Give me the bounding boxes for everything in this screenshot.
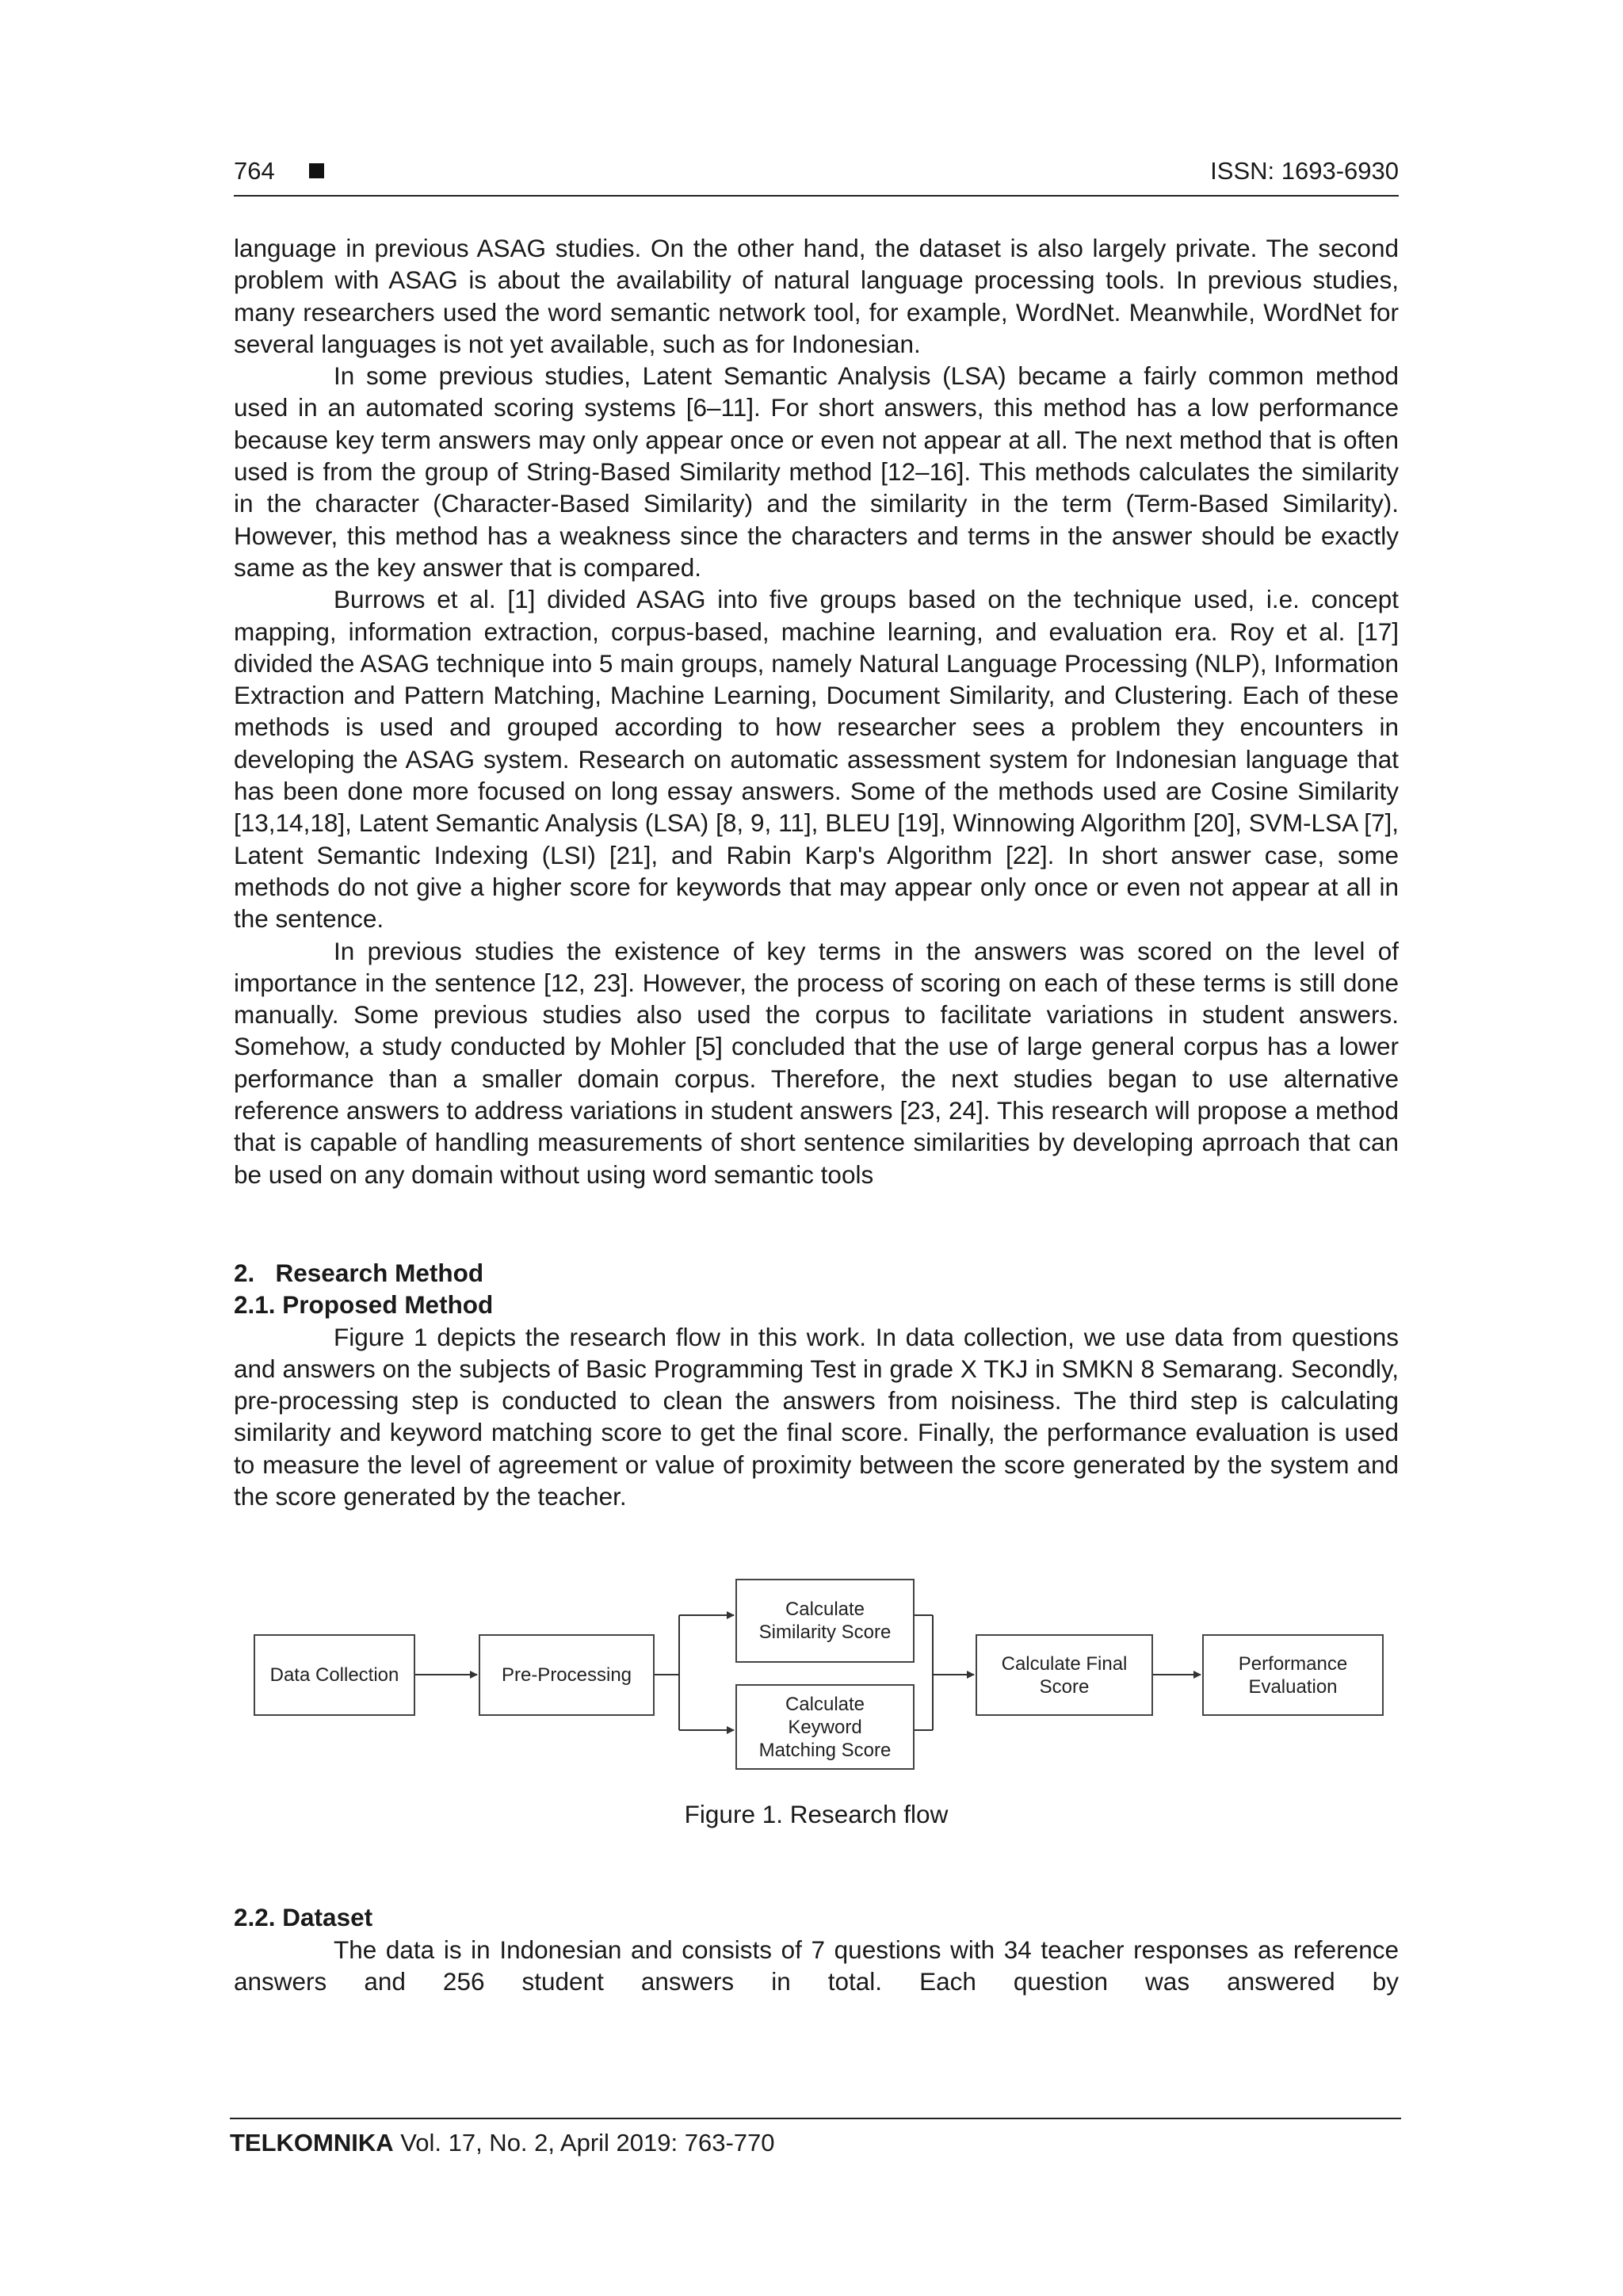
- section-2-2-heading: 2.2. Dataset: [234, 1903, 373, 1932]
- box-data-collection: Data Collection: [254, 1634, 415, 1716]
- paragraph-3: Burrows et al. [1] divided ASAG into five groups based on the technique used, i.e. concept mapping, information extraction, corpus-based, machine learning, and evaluation era. Roy et al. [17] divided the ASAG technique into 5 main groups, namely Natural Language Processing (NLP), Information Extraction and Pattern Matching, Machine Learning, Document Similarity, and Clustering. Each of these methods is used and grouped according to how researcher sees a problem they encounters in developing the ASAG system. Research on automatic assessment system for Indonesian language that has been done more focused on long essay answers. Some of the methods used are Cosine Similarity [13,14,18], Latent Semantic Analysis (LSA) [8, 9, 11], BLEU [19], Winnowing Algorithm [20], SVM-LSA [7], Latent Semantic Indexing (LSI) [21], and Rabin Karp's Algorithm [22]. In short answer case, some methods do not give a higher score for keywords that may appear only once or even not appear at all in the sentence.: [234, 585, 1399, 934]
- box-performance-evaluation: Performance Evaluation: [1202, 1634, 1384, 1716]
- box-pre-processing: Pre-Processing: [479, 1634, 655, 1716]
- box-keyword-matching: Calculate Keyword Matching Score: [735, 1684, 915, 1770]
- research-flow-figure: [234, 1568, 1399, 1778]
- paragraph-1: language in previous ASAG studies. On the other hand, the dataset is also largely private. The second problem with ASAG is about the availability of natural language processing tools. In previous studies, many researchers used the word semantic network tool, for example, WordNet. Meanwhile, WordNet for several languages is not yet available, such as for Indonesian.: [234, 234, 1399, 358]
- section-2-1-heading: 2.1. Proposed Method: [234, 1290, 494, 1320]
- paragraph-4: In previous studies the existence of key terms in the answers was scored on the level of importance in the sentence [12, 23]. However, the process of scoring on each of these terms is still done manually. Some previous studies also used the corpus to facilitate variations in student answers. Somehow, a study conducted by Mohler [5] concluded that the use of large general corpus has a lower performance than a smaller domain corpus. Therefore, the next studies began to use alternative reference answers to address variations in student answers [23, 24]. This research will propose a method that is capable of handling measurements of short sentence similarities by developing aprroach that can be used on any domain without using word semantic tools: [234, 936, 1399, 1189]
- journal-details: Vol. 17, No. 2, April 2019: 763-770: [400, 2129, 775, 2157]
- page-number: 764: [234, 157, 275, 185]
- page-footer: [230, 2118, 1401, 2159]
- journal-name: TELKOMNIKA: [230, 2129, 394, 2157]
- section-2-heading: 2. Research Method: [234, 1258, 484, 1287]
- page-header: [234, 155, 1399, 197]
- box-final-score: Calculate Final Score: [976, 1634, 1153, 1716]
- paragraph-5: Figure 1 depicts the research flow in this work. In data collection, we use data from questions and answers on the subjects of Basic Programming Test in grade X TKJ in SMKN 8 Semarang. Secondly, pre-processing step is conducted to clean the answers from noisiness. The third step is calculating similarity and keyword matching score to get the final score. Finally, the performance evaluation is used to measure the level of agreement or value of proximity between the score generated by the system and the score generated by the teacher.: [234, 1322, 1399, 1511]
- paragraph-2: In some previous studies, Latent Semantic Analysis (LSA) became a fairly common method used in an automated scoring systems [6–11]. For short answers, this method has a low performance because key term answers may only appear once or even not appear at all. The next method that is often used is from the group of String-Based Similarity method [12–16]. This methods calculates the similarity in the character (Character-Based Similarity) and the similarity in the term (Term-Based Similarity). However, this method has a weakness since the characters and terms in the answer should be exactly same as the key answer that is compared.: [234, 361, 1399, 582]
- black-square-icon: [309, 163, 324, 178]
- figure-1-caption: Figure 1. Research flow: [684, 1800, 949, 1829]
- issn-label: ISSN: 1693-6930: [1210, 157, 1399, 185]
- box-similarity-score: Calculate Similarity Score: [735, 1579, 915, 1663]
- paragraph-6: The data is in Indonesian and consists of 7 questions with 34 teacher responses as reference answers and 256 student answers in total. Each question was answered by: [234, 1935, 1399, 1996]
- page-body: [234, 232, 1399, 1997]
